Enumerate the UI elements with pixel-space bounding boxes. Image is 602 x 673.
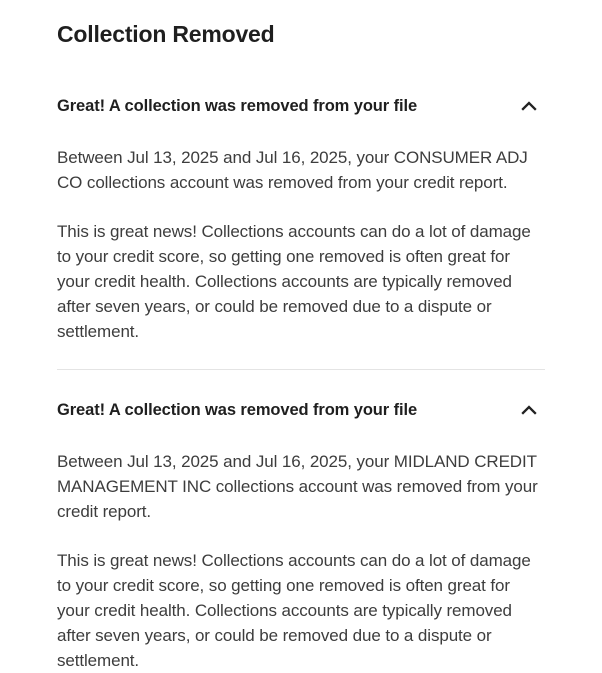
accordion-header-label: Great! A collection was removed from your file: [57, 97, 418, 115]
page-title: Collection Removed: [57, 21, 275, 47]
chevron-up-icon[interactable]: [521, 405, 537, 415]
removal-detail-text: Between Jul 13, 2025 and Jul 16, 2025, your MIDLAND CREDIT MANAGEMENT INC collections account was removed from your credit report.: [57, 452, 538, 521]
accordion-body-1: [57, 145, 545, 344]
collection-removed-section-1: [57, 95, 545, 370]
accordion-header-1[interactable]: [57, 95, 545, 117]
collection-removed-section-2: [57, 399, 545, 673]
accordion-header-label: Great! A collection was removed from your file: [57, 401, 418, 419]
removal-explanation-text: This is great news! Collections accounts can do a lot of damage to your credit score, so getting one removed is often great for your credit health. Collections accounts are typically removed after seven years, or could be removed due to a dispute or settlement.: [57, 222, 531, 341]
removal-explanation-text: This is great news! Collections accounts can do a lot of damage to your credit score, so getting one removed is often great for your credit health. Collections accounts are typically removed after seven years, or could be removed due to a dispute or settlement.: [57, 551, 531, 670]
accordion-header-2[interactable]: [57, 399, 545, 421]
chevron-up-icon[interactable]: [521, 101, 537, 111]
removal-detail-text: Between Jul 13, 2025 and Jul 16, 2025, your CONSUMER ADJ CO collections account was removed from your credit report.: [57, 148, 528, 192]
accordion-body-2: [57, 449, 545, 673]
